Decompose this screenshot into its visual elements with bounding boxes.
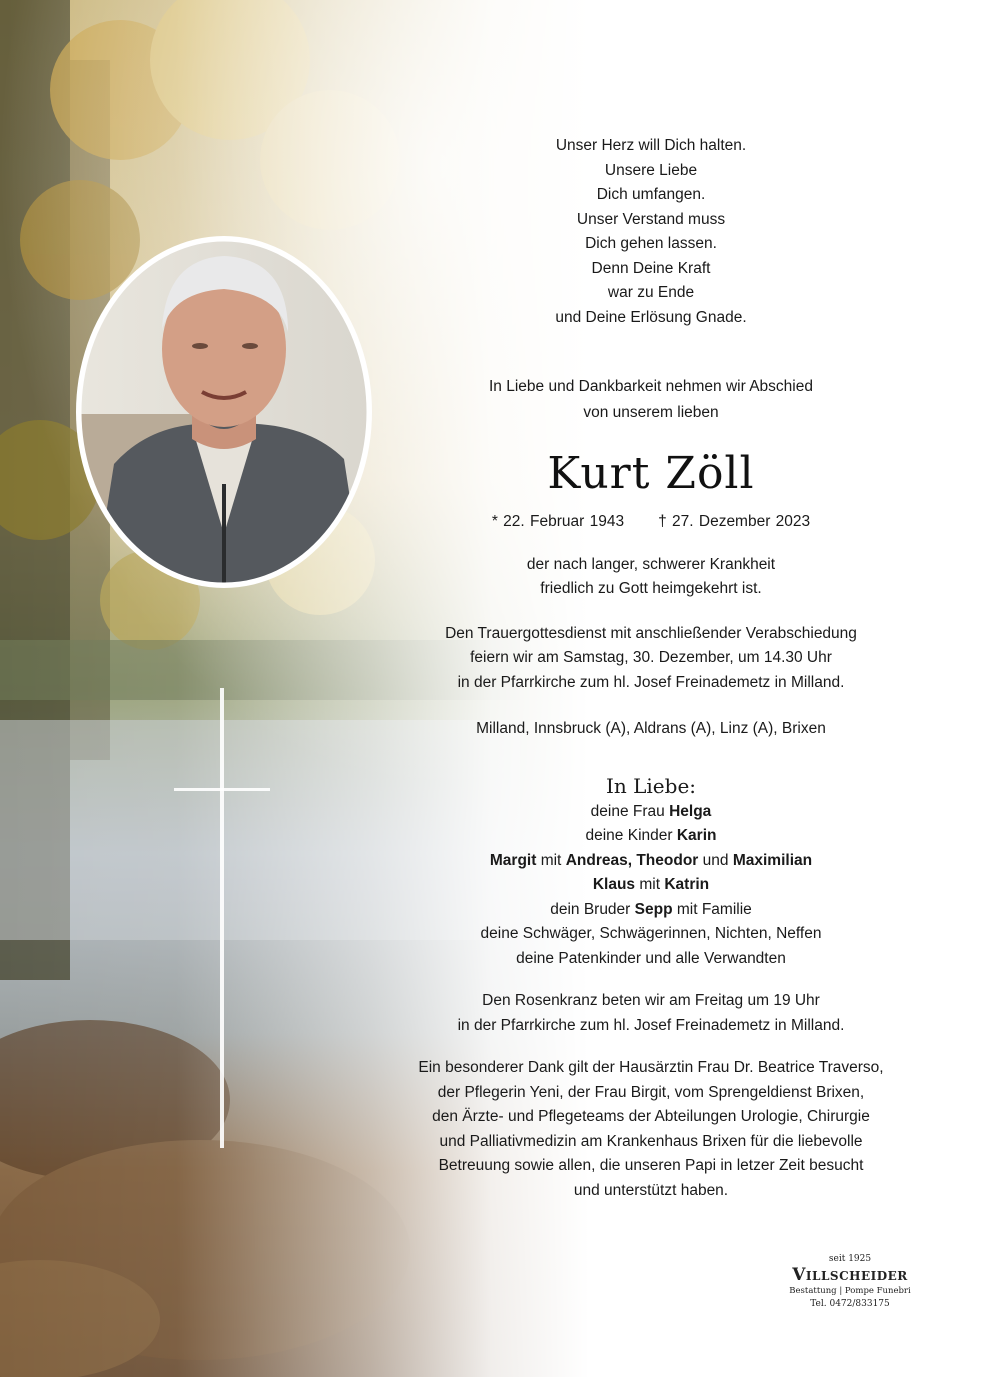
thanks-line: der Pflegerin Yeni, der Frau Birgit, vom Sprengeldienst Brixen, [437, 1083, 865, 1101]
thanks-line: den Ärzte- und Pflegeteams der Abteilungen Urologie, Chirurgie [432, 1108, 870, 1125]
cross-icon [172, 688, 272, 1148]
mourner-line: deine Schwäger, Schwägerinnen, Nichten, Neffen [480, 925, 822, 942]
service-line: in der Pfarrkirche zum hl. Josef Freinademetz in Milland. [457, 673, 845, 691]
death-note-line: der nach langer, schwerer Krankheit [526, 555, 776, 573]
deceased-name: Kurt Zöll [547, 448, 755, 499]
poem-line: Dich gehen lassen. [585, 235, 717, 252]
mourner-line [412, 824, 890, 849]
mourner-name: Sepp [634, 900, 673, 918]
poem-line: war zu Ende [607, 284, 695, 301]
thanks-line: und unterstützt haben. [573, 1181, 729, 1199]
mourner-line: deine Patenkinder und alle Verwandten [516, 949, 786, 967]
life-dates [412, 510, 890, 535]
logo-brand: Villscheider [792, 1265, 908, 1285]
farewell-intro [412, 374, 890, 426]
places: Milland, Innsbruck (A), Aldrans (A), Linz (A), Brixen [476, 720, 826, 737]
death-date: † 27. Dezember 2023 [658, 513, 811, 530]
rosary-prayer [412, 989, 890, 1038]
thanks-line: Ein besonderer Dank gilt der Hausärztin Frau Dr. Beatrice Traverso, [418, 1059, 884, 1076]
logo-subtitle: Bestattung | Pompe Funebri [789, 1286, 911, 1296]
birth-date: * 22. Februar 1943 [491, 513, 625, 530]
mourner-relation: deine Kinder [585, 827, 673, 844]
thanks-line: Betreuung sowie allen, die unseren Papi in letzer Zeit besucht [438, 1157, 864, 1174]
thanks-paragraph [412, 1056, 890, 1203]
mourner-name: Klaus [592, 876, 636, 893]
mourner-name: Katrin [664, 876, 710, 893]
poem-line: Dich umfangen. [596, 186, 706, 203]
mourner-relation: dein Bruder [550, 900, 631, 918]
intro-line: In Liebe und Dankbarkeit nehmen wir Abschied [489, 378, 813, 395]
death-note-line: friedlich zu Gott heimgekehrt ist. [540, 580, 762, 597]
funeral-home-logo [780, 1254, 920, 1311]
connector-text: mit [540, 851, 562, 869]
rosary-line: in der Pfarrkirche zum hl. Josef Freinademetz in Milland. [457, 1016, 845, 1034]
poem-line: Unser Herz will Dich halten. [555, 137, 747, 154]
service-line: feiern wir am Samstag, 30. Dezember, um 14.30 Uhr [470, 649, 832, 666]
poem-line: Unser Verstand muss [576, 210, 726, 228]
poem-line: Unsere Liebe [604, 161, 698, 179]
rosary-line: Den Rosenkranz beten wir am Freitag um 19 Uhr [482, 992, 820, 1009]
mourners-title: In Liebe: [605, 773, 697, 798]
mourner-name: Helga [669, 802, 712, 820]
logo-phone: Tel. 0472/833175 [810, 1299, 890, 1309]
obituary-text [412, 134, 890, 1203]
mourner-name: Margit [489, 851, 537, 869]
connector-text: mit [639, 876, 661, 893]
logo-since: seit 1925 [828, 1254, 872, 1264]
thanks-line: und Palliativmedizin am Krankenhaus Brixen für die liebevolle [439, 1132, 863, 1150]
mourner-name: Karin [676, 827, 717, 844]
connector-text: und [702, 851, 729, 869]
mourner-line [412, 898, 890, 923]
intro-line: von unserem lieben [583, 404, 719, 421]
mourners-list [412, 800, 890, 972]
mourner-line [412, 849, 890, 874]
death-note [412, 553, 890, 602]
portrait-photo [74, 234, 374, 590]
poem-line: Denn Deine Kraft [591, 259, 711, 277]
mourner-name: Maximilian [732, 851, 813, 869]
mourner-name: Andreas, [565, 851, 633, 869]
poem-line: und Deine Erlösung Gnade. [555, 308, 747, 326]
service-line: Den Trauergottesdienst mit anschließender Verabschiedung [445, 624, 857, 642]
mourner-relation: deine Frau [590, 802, 665, 820]
funeral-service [412, 622, 890, 696]
poem [412, 134, 890, 330]
connector-text: mit Familie [676, 900, 752, 918]
mourner-line [412, 800, 890, 825]
mourner-name: Theodor [636, 851, 699, 869]
mourner-line [412, 873, 890, 898]
